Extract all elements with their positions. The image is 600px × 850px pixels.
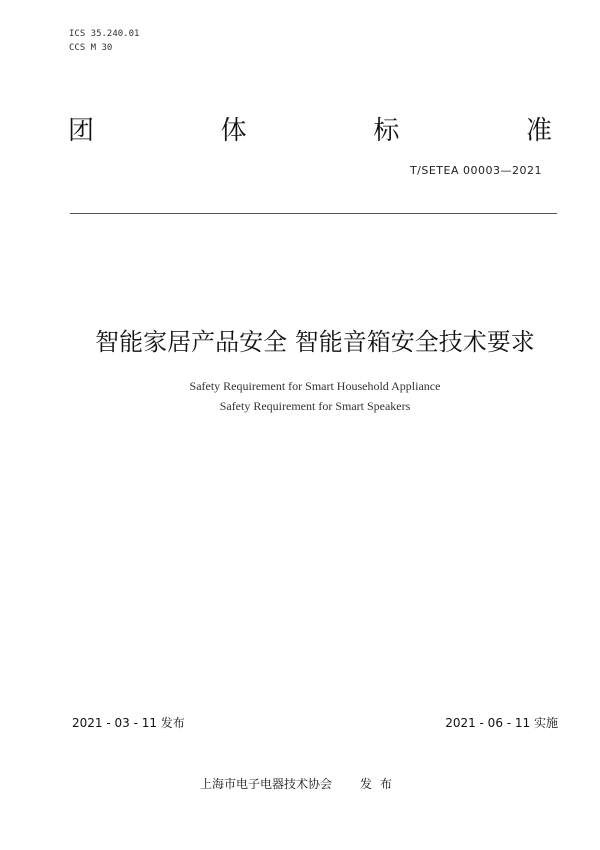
standard-type-char: 团 [68,116,95,146]
header-divider [70,213,557,214]
ccs-code: CCS M 30 [69,43,113,53]
publisher-name: 上海市电子电器技术协会 [200,777,333,791]
publisher [200,776,400,792]
standard-type-heading [68,115,552,147]
title-chinese: 智能家居产品安全 智能音箱安全技术要求 [95,328,535,356]
implementation-date: 2021 - 06 - 11 实施 [445,716,558,730]
classification-codes [69,27,139,55]
standard-type-char: 准 [525,116,552,146]
ics-code: ICS 35.240.01 [69,29,140,39]
publisher-label: 发布 [360,777,401,791]
standard-type-char: 标 [373,116,400,146]
title-english-line-1: Safety Requirement for Smart Household Appliance [189,379,441,393]
issue-date: 2021 - 03 - 11 发布 [72,716,185,730]
title-english-line-2: Safety Requirement for Smart Speakers [219,399,411,413]
standard-type-char: 体 [220,116,247,146]
standard-number: T/SETEA 00003—2021 [409,164,542,177]
